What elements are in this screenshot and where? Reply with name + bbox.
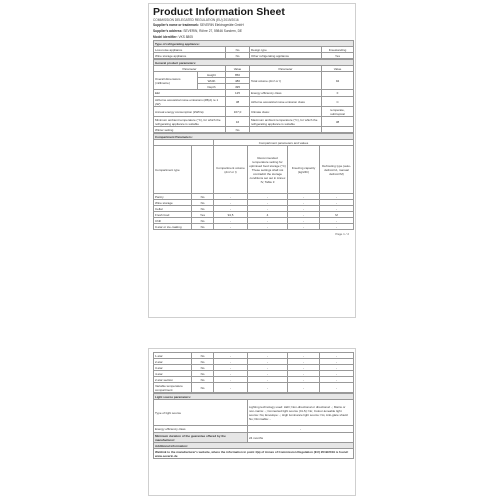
column-header (192, 146, 214, 194)
model-label: Model identifier: (153, 35, 178, 39)
table-cell: - (288, 365, 320, 371)
table-cell: F (322, 90, 354, 97)
table-cell: C (322, 97, 354, 107)
table-cell: - (214, 194, 248, 200)
table-cell: Low-noise appliance (154, 47, 226, 53)
type-table (153, 40, 354, 59)
table-cell: No (192, 194, 214, 200)
compartment-table (153, 133, 354, 230)
table-cell: 2-star section (154, 377, 192, 383)
table-row (154, 127, 354, 133)
table-cell: - (288, 377, 320, 383)
compartment-group-header: Compartment parameters and values (214, 140, 354, 146)
table-cell: 3-star (154, 365, 192, 371)
table-cell: Height (198, 72, 226, 78)
table-cell (250, 127, 322, 133)
table-cell: - (320, 359, 354, 365)
table-cell: - (288, 353, 320, 359)
table-cell: - (320, 377, 354, 383)
total-volume-value: 94 (322, 72, 354, 90)
table-cell: 0-star or ice-making (154, 224, 192, 230)
table-cell: - (288, 359, 320, 365)
supplier-name-value: SEVERIN Elektrogeräte GmbH (199, 23, 244, 27)
column-header: Freezing capacity (kg/24h) (288, 146, 320, 194)
weblink-text: Weblink to the manufacturer's website, where the information in point 4(a) of Annex of Commission Regulation (EU) 2019/2019 is found: www.severin.de (154, 449, 354, 459)
table-cell: 1-star (154, 353, 192, 359)
total-volume-label: Total volume (dm³ or l) (250, 72, 322, 90)
table-cell: - (214, 365, 248, 371)
guarantee-label: Minimum duration of the guarantee offered by the manufacturer: (154, 433, 248, 443)
table-cell: - (214, 383, 248, 393)
table-cell: Climate class: (250, 107, 322, 117)
table-cell: Wine storage appliance (154, 53, 226, 59)
table-row (154, 433, 354, 443)
table-row (154, 117, 354, 127)
table-cell: - (214, 359, 248, 365)
table-cell: 125 (226, 90, 250, 97)
table-cell: - (320, 365, 354, 371)
table-row (154, 90, 354, 97)
table-cell: - (214, 200, 248, 206)
table-cell: Wine storage (154, 200, 192, 206)
table-cell: Maximum ambient temperature (°C), for which the refrigerating appliance is suitable (250, 117, 322, 127)
table-cell: EEI (154, 90, 226, 97)
info-sheet-page-1 (148, 3, 356, 318)
table-cell: 850 (226, 72, 250, 78)
table-cell: Other refrigerating appliance (250, 53, 322, 59)
table-cell: No (192, 353, 214, 359)
column-header: Defrosting type (auto-defrost=A, manual defrost=M) (320, 146, 354, 194)
table-row (154, 53, 354, 59)
table-row (154, 400, 354, 426)
table-cell: - (288, 212, 320, 218)
table-cell: Annual energy consumption (kWh/a) (154, 107, 226, 117)
table-cell: 167,0 (226, 107, 250, 117)
table-cell (322, 127, 354, 133)
light-section-header: Light source parameters: (154, 394, 354, 400)
supplier-name-label: Supplier's name or trademark: (153, 23, 199, 27)
table-cell: temperate, subtropical (322, 107, 354, 117)
table-cell: No (192, 224, 214, 230)
table-cell: - (320, 218, 354, 224)
table-cell: Cellar (154, 206, 192, 212)
table-cell: Width (198, 78, 226, 84)
table-cell: - (320, 371, 354, 377)
table-cell: - (288, 371, 320, 377)
table-cell: - (320, 383, 354, 393)
regulation-reference: COMMISSION DELEGATED REGULATION (EU) 2019/2016 (153, 18, 239, 22)
table-cell: Minimum ambient temperature (°C), for which the refrigerating appliance is suitable (154, 117, 226, 127)
star-compartment-table (153, 352, 354, 393)
table-cell: Energy efficiency class (250, 90, 322, 97)
model-value: VKS 8805 (178, 35, 193, 39)
table-cell: - (214, 224, 248, 230)
column-header: Recommended temperature setting for optimised food storage (°C) These settings shall not contradict the storage conditions set out in Annex IV, Table 3 (248, 146, 288, 194)
table-cell: 38 (322, 117, 354, 127)
compartment-section-header: Compartment Parameters: (154, 134, 354, 140)
table-cell: 38 (226, 97, 250, 107)
table-cell: 4-star (154, 371, 192, 377)
table-row (154, 449, 354, 459)
table-row (154, 426, 354, 433)
table-cell: Airborne acoustical noise emissions (dB(A) re 1 pW) (154, 97, 226, 107)
table-cell: No (192, 206, 214, 212)
table-cell: - (248, 383, 288, 393)
column-header: Parameter (250, 66, 322, 72)
table-cell: No (192, 377, 214, 383)
guarantee-value: 24 months (248, 433, 354, 443)
light-class-label: Energy efficiency class (154, 426, 248, 433)
additional-info-header: Additional information: (154, 443, 354, 449)
sheet-title: Product Information Sheet (153, 6, 285, 18)
light-type-value: Lighting technology used: LED; Non-directional or directional: -; Mains or non-mains: -; Connected light source (CLS): No; Colour-tuneable light source: No; Envelope: -; High luminance light source: No; Anti-glare shield: No; Dimmable: - (248, 400, 354, 426)
table-row (154, 224, 354, 230)
column-header: Compartment volume (dm³ or l) (214, 146, 248, 194)
table-cell: - (214, 371, 248, 377)
table-cell: Airborne acoustical noise emission class (250, 97, 322, 107)
table-cell: - (214, 206, 248, 212)
supplier-address-label: Supplier's address: (153, 29, 183, 33)
table-row (154, 107, 354, 117)
table-cell: - (288, 200, 320, 206)
table-cell: Fresh food (154, 212, 192, 218)
table-cell: - (214, 218, 248, 224)
table-cell: 16 (226, 117, 250, 127)
table-cell: - (288, 224, 320, 230)
table-cell: - (320, 206, 354, 212)
table-cell: No (192, 383, 214, 393)
table-cell: Pantry (154, 194, 192, 200)
table-cell: No (192, 359, 214, 365)
column-header: Value (226, 66, 250, 72)
table-cell: - (248, 218, 288, 224)
table-cell: - (248, 224, 288, 230)
table-cell: Variable temperature compartment (154, 383, 192, 393)
table-cell: 2-star (154, 359, 192, 365)
table-cell: Freestanding (322, 47, 354, 53)
table-cell: - (288, 383, 320, 393)
table-cell: Chill (154, 218, 192, 224)
table-cell: - (288, 206, 320, 212)
table-cell: No (192, 218, 214, 224)
column-header: Parameter (154, 66, 226, 72)
table-cell: Yes (192, 212, 214, 218)
table-cell: No (192, 200, 214, 206)
column-header: Value (322, 66, 354, 72)
table-cell: - (248, 200, 288, 206)
light-class-value: - (248, 426, 354, 433)
overall-dimensions-label: Overall dimensions (millimetre) (154, 72, 198, 90)
table-cell: No (192, 371, 214, 377)
table-row (154, 97, 354, 107)
table-cell: Design type (250, 47, 322, 53)
general-table (153, 59, 354, 133)
table-cell: - (248, 206, 288, 212)
table-cell: - (248, 365, 288, 371)
table-header-row (154, 146, 354, 194)
info-sheet-page-2 (148, 348, 356, 496)
table-cell: - (248, 371, 288, 377)
table-cell: - (248, 194, 288, 200)
table-cell: No (226, 127, 250, 133)
table-cell: - (248, 353, 288, 359)
table-cell: - (248, 359, 288, 365)
supplier-address-value: SEVERIN, Röhre 27, 59846 Sundern, DE (183, 29, 243, 33)
light-type-label: Type of light source (154, 400, 248, 426)
table-cell: No (226, 47, 250, 53)
table-cell: Depth (198, 84, 226, 90)
table-cell: - (320, 353, 354, 359)
table-cell: - (248, 377, 288, 383)
table-cell: - (288, 194, 320, 200)
table-row (154, 383, 354, 393)
column-header: Compartment type (154, 146, 192, 194)
table-cell: No (192, 365, 214, 371)
table-row (154, 72, 354, 78)
table-cell: - (320, 224, 354, 230)
light-source-table (153, 393, 354, 459)
table-cell: 495 (226, 84, 250, 90)
table-cell: - (288, 218, 320, 224)
table-cell: - (320, 200, 354, 206)
table-cell: - (320, 194, 354, 200)
table-cell: Yes (322, 53, 354, 59)
table-cell: 480 (226, 78, 250, 84)
general-section-header: General product parameters: (154, 60, 354, 66)
table-cell: No (226, 53, 250, 59)
table-cell: Winter setting (154, 127, 226, 133)
table-cell: M (320, 212, 354, 218)
page-number: Page 1 / 2 (335, 232, 349, 236)
table-cell: - (214, 377, 248, 383)
table-cell: - (214, 353, 248, 359)
table-cell: 4 (248, 212, 288, 218)
table-cell: 94,5 (214, 212, 248, 218)
type-section-header: Type of refrigerating appliance: (154, 41, 354, 47)
